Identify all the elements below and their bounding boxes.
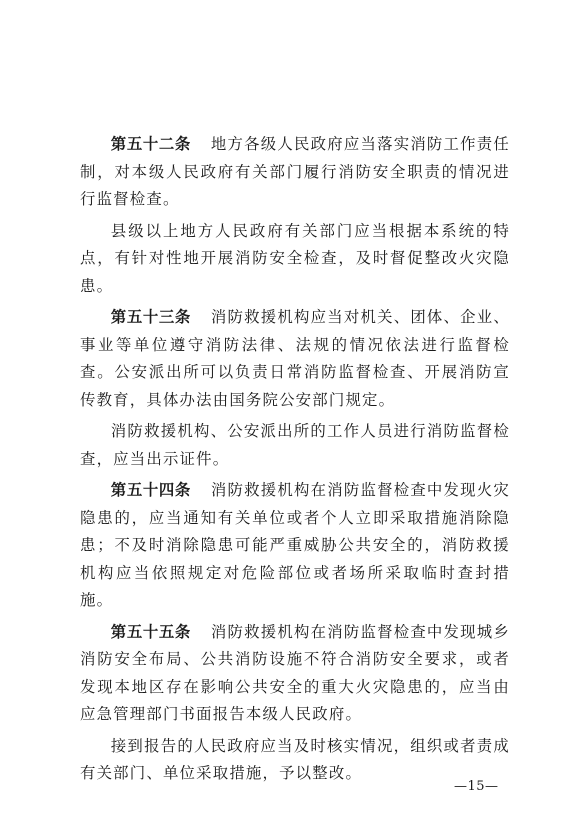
article-52-text: 地方各级人民政府应当落实消防工作责任制，对本级人民政府有关部门履行消防安全职责的情况进行监督检查。 [80,135,510,208]
page-number: —15— [454,779,499,794]
article-55 [80,619,510,729]
article-53-text: 消防救援机构应当对机关、团体、企业、事业等单位遵守消防法律、法规的情况依法进行监督检查。公安派出所可以负责日常消防监督检查、开展消防宣传教育，具体办法由国务院公安部门规定。 [80,308,510,409]
article-52-paragraph-2: 县级以上地方人民政府有关部门应当根据本系统的特点，有针对性地开展消防安全检查，及时督促整改火灾隐患。 [80,221,510,295]
article-52-number: 第五十二条 [110,135,191,153]
article-52 [80,131,510,214]
article-53-number: 第五十三条 [110,308,191,326]
article-53-paragraph-2: 消防救援机构、公安派出所的工作人员进行消防监督检查，应当出示证件。 [80,422,510,468]
article-55-text: 消防救援机构在消防监督检查中发现城乡消防安全布局、公共消防设施不符合消防安全要求，或者发现本地区存在影响公共安全的重大火灾隐患的，应当由应急管理部门书面报告本级人民政府。 [80,622,510,723]
article-54-text: 消防救援机构在消防监督检查中发现火灾隐患的，应当通知有关单位或者个人立即采取措施消除隐患；不及时消除隐患可能严重威胁公共安全的，消防救援机构应当依照规定对危险部位或者场所采取临时查封措施。 [80,481,510,609]
article-55-paragraph-2: 接到报告的人民政府应当及时核实情况，组织或者责成有关部门、单位采取措施，予以整改。 [80,736,510,782]
article-54-number: 第五十四条 [110,481,191,499]
body-text [80,131,510,788]
article-54 [80,477,510,615]
article-53 [80,304,510,414]
article-55-number: 第五十五条 [110,622,191,641]
